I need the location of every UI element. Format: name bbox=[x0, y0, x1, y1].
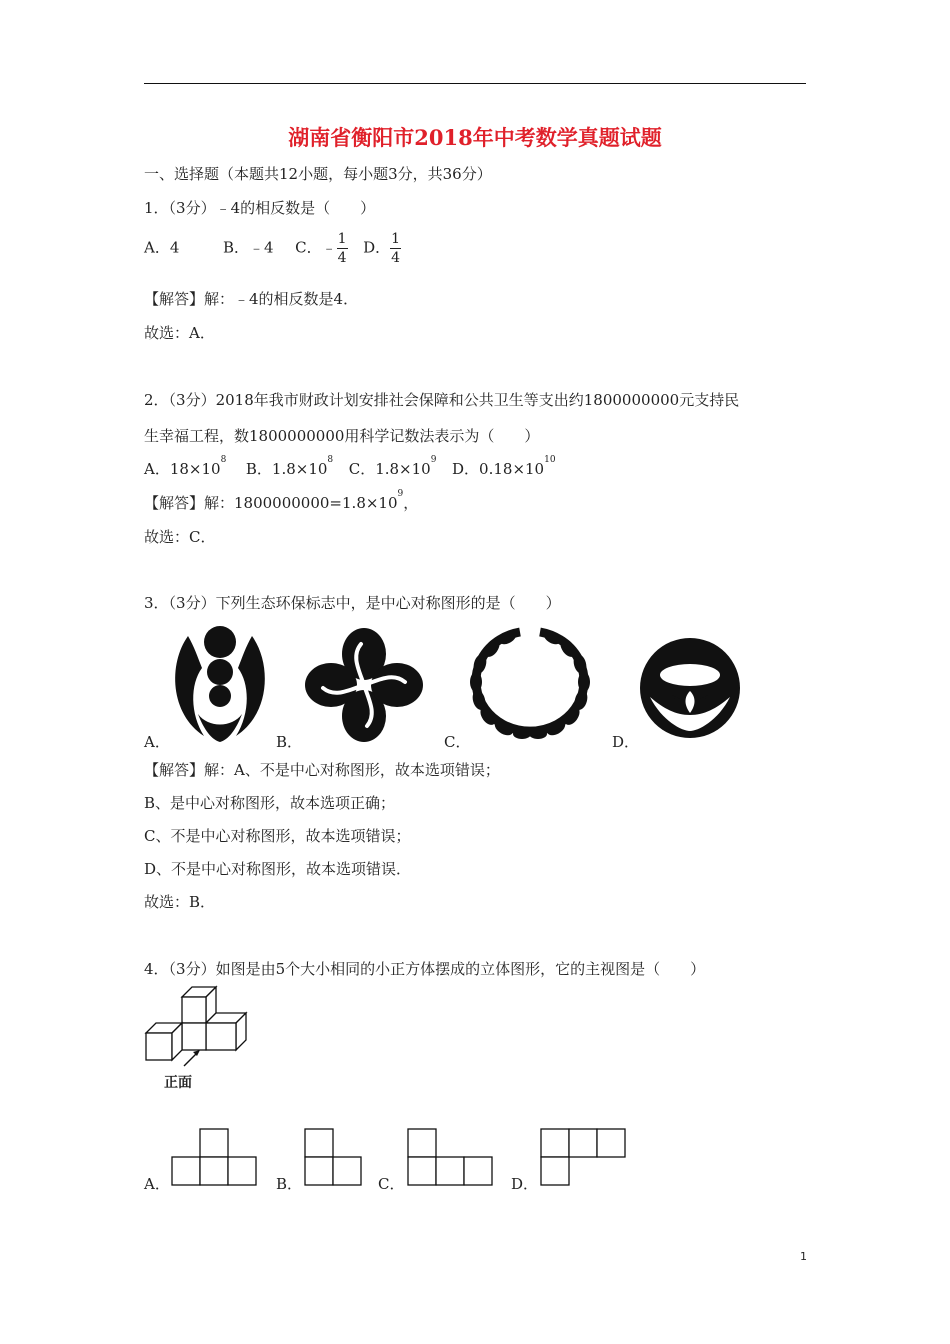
q4-label-b: B． bbox=[276, 1175, 303, 1193]
q3-label-d: D． bbox=[612, 733, 640, 751]
q1-choice: 故选：A． bbox=[144, 324, 215, 342]
q1-option-d: D． bbox=[363, 238, 391, 257]
q3-answer-c: C、不是中心对称图形，故本选项错误； bbox=[144, 827, 411, 845]
q4-label-d: D． bbox=[511, 1175, 539, 1193]
q2-answer-text: 【解答】解：1800000000=1.8×10 bbox=[144, 494, 398, 512]
logo-c-icon bbox=[470, 630, 590, 742]
q2-option-d-exponent: 10 bbox=[544, 455, 556, 465]
q2-option-b: B．1.8×10 bbox=[245, 460, 328, 478]
q1-fraction-c bbox=[337, 232, 348, 265]
logo-a-icon bbox=[168, 624, 272, 746]
q2-stem-line1: 2．（3分）2018年我市财政计划安排社会保障和公共卫生等支出约1800000000元支持民 bbox=[144, 391, 740, 409]
q4-stem: 4．（3分）如图是由5个大小相同的小正方体摆成的立体图形，它的主视图是（ ） bbox=[144, 960, 706, 978]
q3-stem: 3．（3分）下列生态环保标志中，是中心对称图形的是（ ） bbox=[144, 594, 561, 612]
q3-label-c: C． bbox=[444, 733, 471, 751]
q2-option-b-exponent: 8 bbox=[327, 455, 334, 465]
q1-options bbox=[144, 232, 401, 265]
q2-option-c-exponent: 9 bbox=[430, 455, 437, 465]
q4-label-a: A． bbox=[144, 1175, 170, 1193]
q3-label-a: A． bbox=[144, 733, 170, 751]
q1-answer: 【解答】解：﹣4的相反数是4． bbox=[144, 290, 359, 308]
q1-fraction-d bbox=[390, 232, 401, 265]
q4-option-b-figure bbox=[304, 1128, 366, 1188]
fraction-numerator: 1 bbox=[391, 231, 401, 247]
q3-label-b: B． bbox=[276, 733, 303, 751]
q3-choice: 故选：B． bbox=[144, 893, 216, 911]
q2-option-d: D．0.18×10 bbox=[452, 460, 545, 478]
q1-option-a: A．4 bbox=[144, 238, 180, 257]
q2-option-a-exponent: 8 bbox=[220, 455, 227, 465]
q4-label-c: C． bbox=[378, 1175, 405, 1193]
q2-option-a: A．18×10 bbox=[144, 460, 221, 478]
q4-option-a-figure bbox=[171, 1128, 259, 1188]
q2-stem-line2: 生幸福工程，数1800000000用科学记数法表示为（ ） bbox=[144, 427, 540, 445]
q4-option-c-figure bbox=[407, 1128, 497, 1188]
q1-option-b: B．﹣4 bbox=[222, 238, 274, 257]
section-heading: 一、选择题（本题共12小题，每小题3分，共36分） bbox=[144, 165, 492, 183]
front-view-label: 正面 bbox=[164, 1075, 192, 1091]
page-number: 1 bbox=[800, 1250, 807, 1263]
q1-stem: 1．（3分）﹣4的相反数是（ ） bbox=[144, 199, 376, 217]
logo-d-icon bbox=[638, 635, 742, 741]
cube-figure-icon bbox=[142, 986, 252, 1066]
q2-choice: 故选：C． bbox=[144, 528, 216, 546]
q2-answer bbox=[144, 489, 419, 513]
q3-answer-d: D、不是中心对称图形，故本选项错误． bbox=[144, 860, 412, 878]
logo-b-icon bbox=[303, 626, 425, 744]
q2-options bbox=[144, 455, 556, 479]
fraction-numerator: 1 bbox=[337, 231, 347, 247]
q3-answer-b: B、是中心对称图形，故本选项正确； bbox=[144, 794, 396, 812]
q4-option-d-figure bbox=[540, 1128, 630, 1188]
q1-option-c: C．﹣ bbox=[295, 238, 337, 257]
fraction-denominator: 4 bbox=[337, 250, 347, 266]
q2-answer-tail: ， bbox=[403, 494, 419, 512]
q2-answer-exponent: 9 bbox=[397, 489, 404, 499]
q3-answer-a: 【解答】解：A、不是中心对称图形，故本选项错误； bbox=[144, 761, 500, 779]
q2-option-c: C．1.8×10 bbox=[348, 460, 431, 478]
header-rule bbox=[144, 83, 806, 84]
fraction-denominator: 4 bbox=[391, 250, 401, 266]
page-title: 湖南省衡阳市2018年中考数学真题试题 bbox=[288, 125, 662, 150]
